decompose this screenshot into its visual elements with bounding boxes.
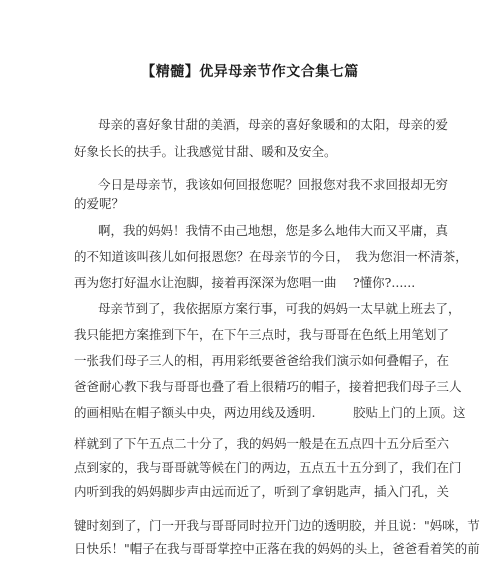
- paragraph-line: 键时刻到了，门一开我与哥哥同时拉开门边的透明胶，并且说："妈咪，节: [74, 518, 480, 533]
- paragraph-line: 的画相贴在帽子额头中央，两边用线及透明. 胶贴上门的上顶。这: [74, 405, 466, 420]
- paragraph-line: 的不知道该叫孩儿如何报恩您？在母亲节的今日， 我为您泪一杯清茶，: [74, 249, 468, 264]
- paragraph-line: 点到家的，我与哥哥就等候在门的两边，五点五十五分到了，我们在门: [74, 460, 462, 475]
- paragraph-line: 好象长长的扶手。让我感觉甘甜、暖和及安全。: [74, 144, 337, 159]
- paragraph-line: 日快乐！"帽子在我与哥哥掌控中正落在我的妈妈的头上，爸爸看着笑的前: [74, 541, 480, 556]
- paragraph-line: 今日是母亲节，我该如何回报您呢？回报您对我不求回报却无穷: [98, 177, 449, 192]
- document-title: 【精髓】优异母亲节作文合集七篇: [141, 64, 359, 80]
- paragraph-line: 母亲节到了，我依据原方案行事，可我的妈妈一太早就上班去了，: [98, 301, 461, 316]
- paragraph-line: 我只能把方案推到下午，在下午三点时，我与哥哥在色纸上用笔划了: [74, 327, 450, 342]
- paragraph-line: 再为您打好温水让泡脚，接着再深深为您唱一曲 ?懂你?......: [74, 275, 416, 290]
- paragraph-line: 爸爸耐心教下我与哥哥也叠了看上很精巧的帽子，接着把我们母子三人: [74, 379, 462, 394]
- paragraph-line: 内听到我的妈妈脚步声由远而近了，听到了拿钥匙声，插入门孔，关: [74, 484, 450, 499]
- paragraph-line: 样就到了下午五点二十分了，我的妈妈一般是在五点四十五分后至六: [74, 436, 450, 451]
- paragraph-line: 母亲的喜好象甘甜的美酒，母亲的喜好象暖和的太阳，母亲的爱: [98, 117, 449, 132]
- paragraph-line: 一张我们母子三人的相，再用彩纸要爸爸给我们演示如何叠帽子，在: [74, 353, 450, 368]
- paragraph-line: 的爱呢？: [74, 196, 125, 211]
- paragraph-line: 啊，我的妈妈！我情不由己地想，您是多么地伟大而又平庸，真: [98, 223, 449, 238]
